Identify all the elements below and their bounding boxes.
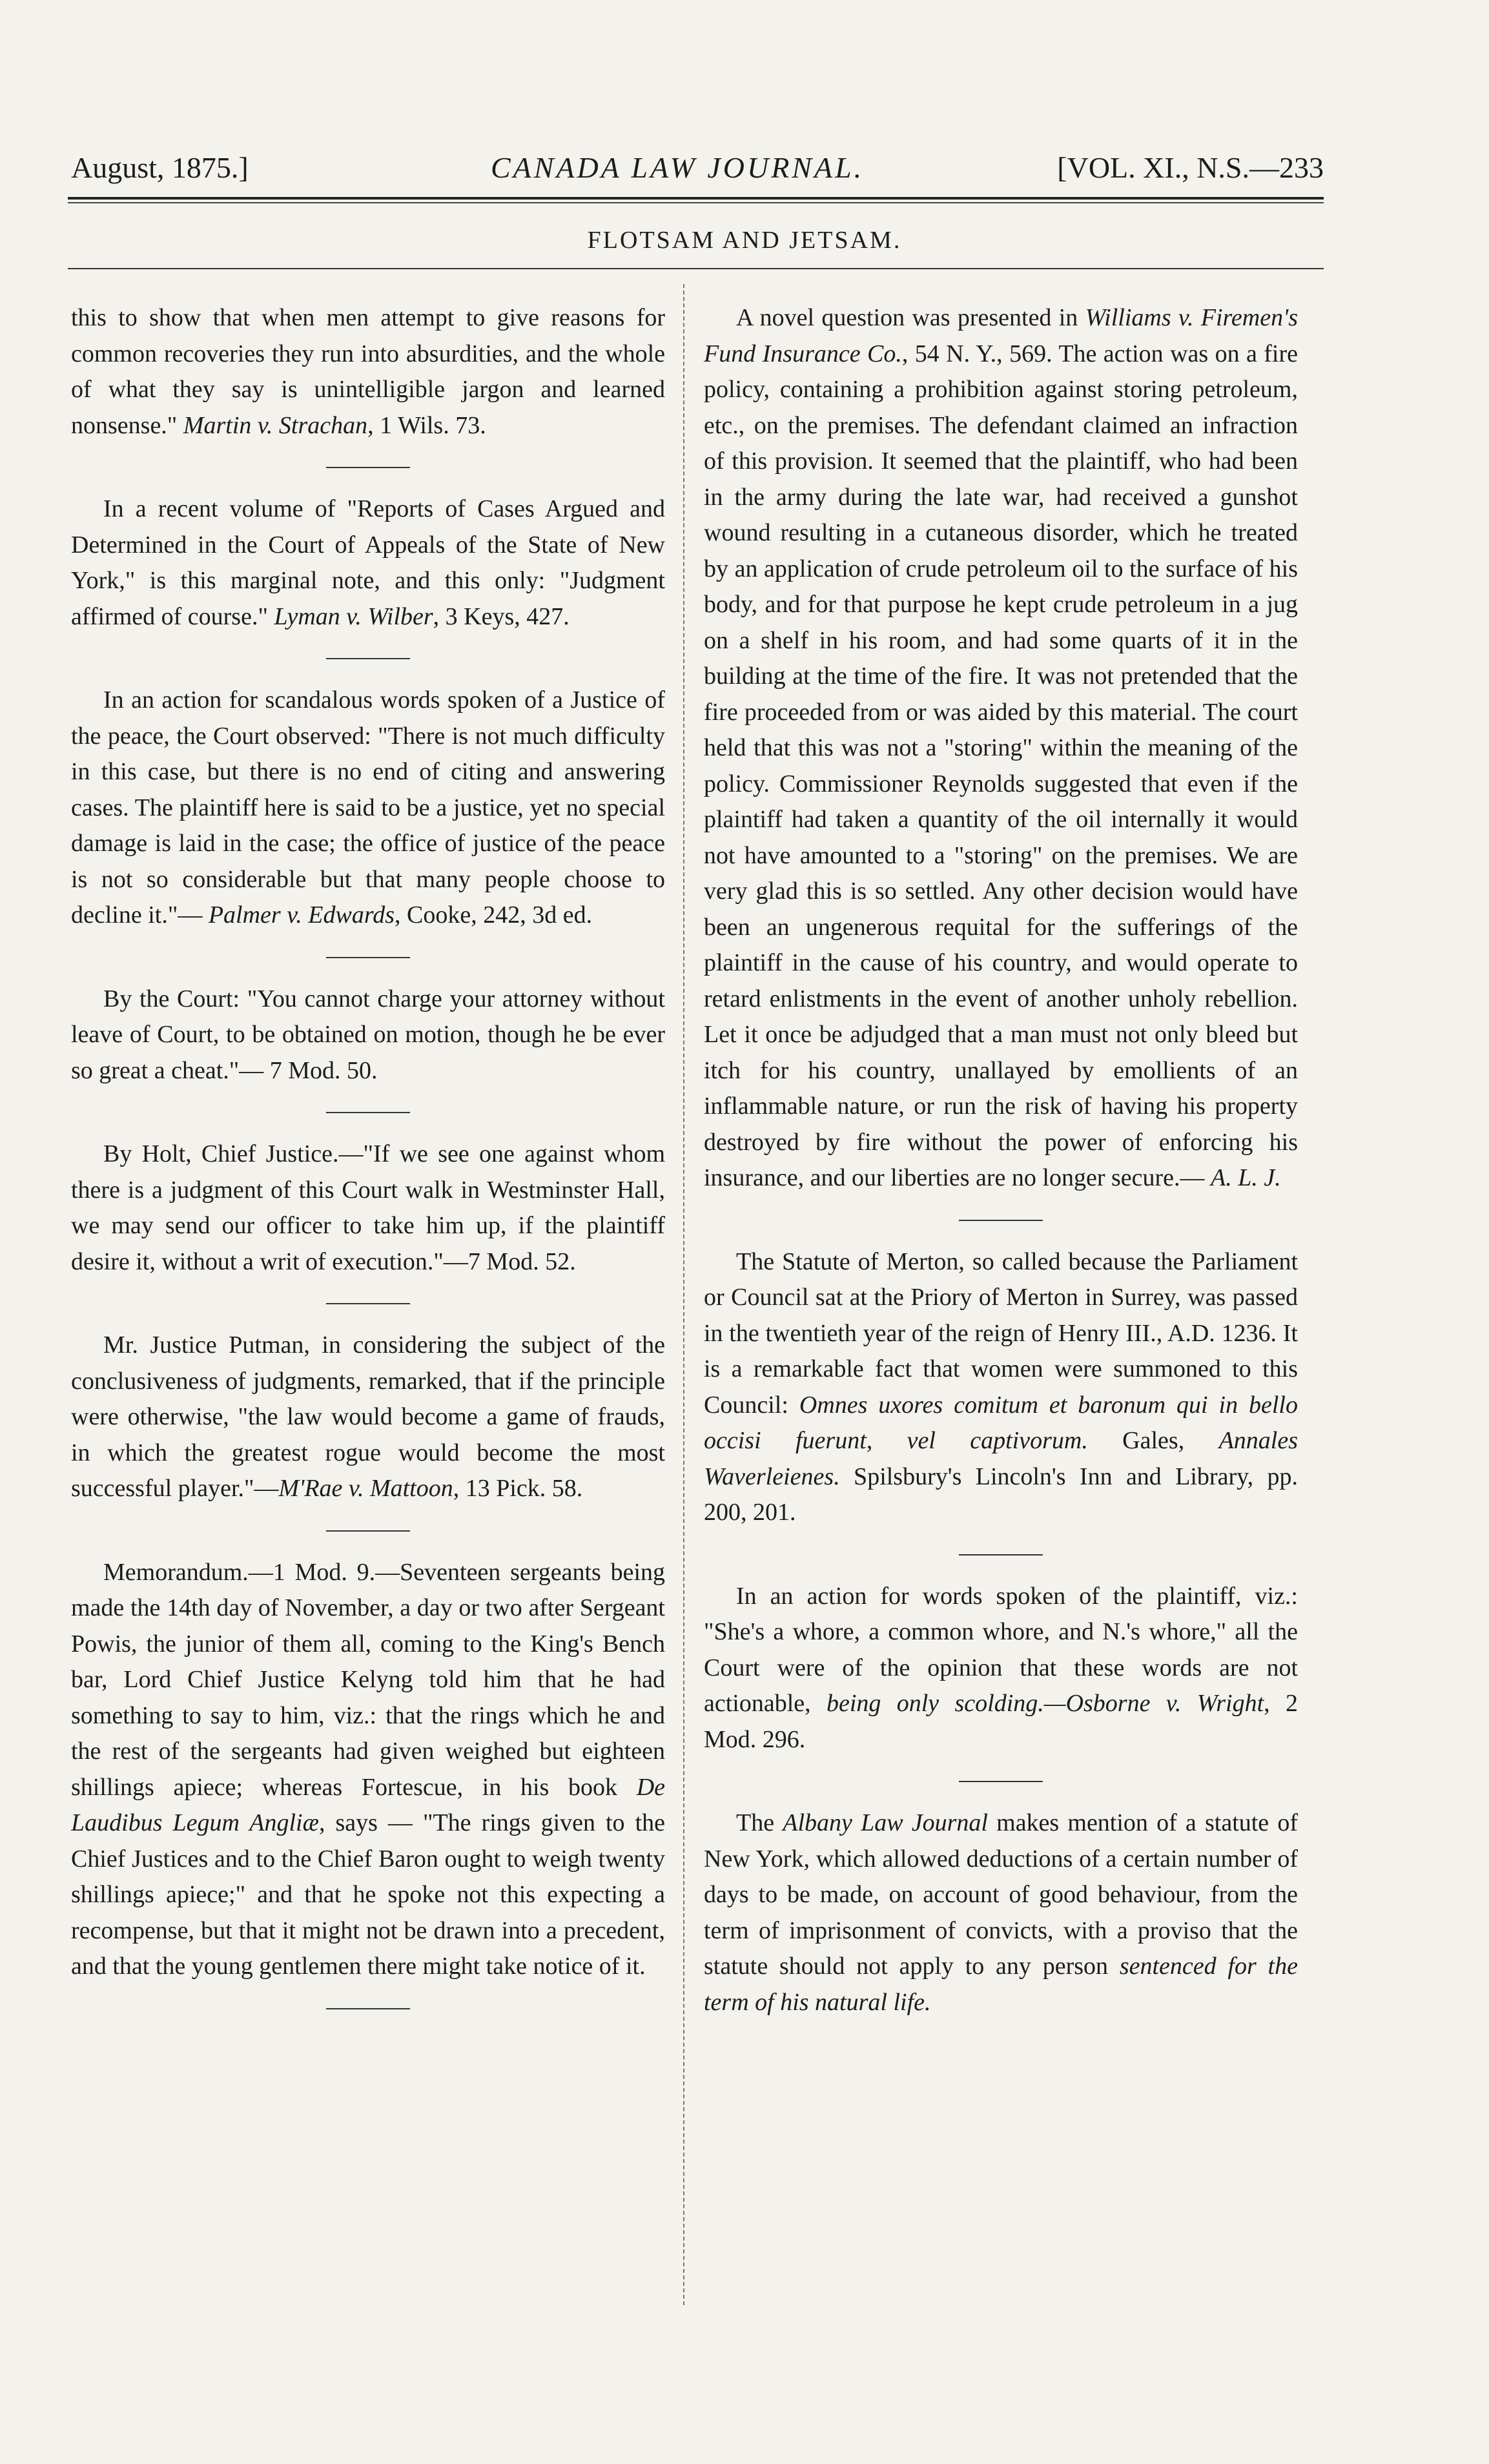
paragraph-words-spoken: In an action for words spoken of the plaintiff, viz.: "She's a whore, a common whore, and N.'s whore," all the Court were of the opinion that these words are not actionable, being only scolding.—Osborne v. Wright, 2 Mod. 296. (704, 1582, 1298, 1753)
running-header (71, 139, 1324, 190)
section-title: FLOTSAM AND JETSAM. (587, 227, 902, 254)
header-volume-page: [VOL. XI., N.S.—233 (1057, 151, 1324, 184)
paragraph-separator (326, 467, 410, 468)
paragraph-separator (326, 1112, 410, 1113)
paragraph-separator (326, 658, 410, 659)
paragraph-statute-merton: The Statute of Merton, so called because the Parliament or Council sat at the Priory of Merton in Surrey, was passed in the twentieth year of the reign of Henry III., A.D. 1236. It is a remarkable fact that women were summoned to this Council: Omnes uxores comitum et baronum qui in bello occisi fuerunt, vel captivorum. Gales, Annales Waverleienes. Spilsbury's Lincoln's Inn and Library, pp. 200, 201. (704, 1247, 1298, 1526)
paragraph-albany-law: The Albany Law Journal makes mention of a statute of New York, which allowed deductions of a certain number of days to be made, on account of good behaviour, from the term of imprisonment of convicts, with a proviso that the statute should not apply to any person sentenced for the term of his natural life. (704, 1809, 1299, 2016)
paragraph-holt: By Holt, Chief Justice.—"If we see one against whom there is a judgment of this Court walk in Westminster Hall, we may send our officer to take him up, if the plaintiff desire it, without a writ of execution."—7 Mod. 52. (71, 1140, 665, 1275)
header-rule-thick (68, 197, 1324, 200)
header-date: August, 1875.] (71, 151, 249, 184)
paragraph-putman: Mr. Justice Putman, in considering the subject of the conclusiveness of judgments, remarked, that if the principle were otherwise, "the law would become a game of frauds, in which the greatest rogue would become the most successful player."—M'Rae v. Mattoon, 13 Pick. 58. (71, 1331, 665, 1502)
paragraph-attorney: By the Court: "You cannot charge your attorney without leave of Court, to be obtained on motion, though he be ever so great a cheat."— 7 Mod. 50. (71, 985, 665, 1084)
paragraph-petroleum: A novel question was presented in Williams v. Firemen's Fund Insurance Co., 54 N. Y., 569. The action was on a fire policy, containing a prohibition against storing petroleum, etc., on the premises. The defendant claimed an infraction of this provision. It seemed that the plaintiff, who had been in the army during the late war, had received a gunshot wound resulting in a cutaneous disorder, which he treated by an application of crude petroleum oil to the surface of his body, and for that purpose he kept crude petroleum in a jug on a shelf in his room, and had some quarts of it in the building at the time of the fire. It was not pretended that the fire proceeded from or was aided by this material. The court held that this was not a "storing" within the meaning of the policy. Commissioner Reynolds suggested that even if the plaintiff had taken a quantity of the oil internally it would not have amounted to a "storing" on the premises. We are very glad this is so settled. Any other decision would have been an ungenerous requital for the sufferings of the plaintiff in the cause of his country, and would operate to retard enlistments in the event of another unholy rebellion. Let it once be adjudged that a man must not only bleed but itch for his country, unallayed by emollients of an inflammable nature, or run the risk of having his property destroyed by fire without the power of enforcing his insurance, and our liberties are no longer secure.— A. L. J. (704, 304, 1298, 1191)
paragraph-separator (959, 1781, 1043, 1782)
column-divider (683, 284, 684, 2305)
paragraph-separator (959, 1554, 1043, 1555)
paragraph-separator (326, 1303, 410, 1304)
section-title-rule (68, 268, 1324, 269)
header-journal-title: CANADA LAW JOURNAL. (491, 151, 865, 184)
paragraph-marginal-note: In a recent volume of "Reports of Cases Argued and Determined in the Court of Appeals of the State of New York," is this marginal note, and this only: "Judgment affirmed of course." Lyman v. Wilber, 3 Keys, 427. (71, 495, 665, 630)
paragraph-scandalous-words: In an action for scandalous words spoken of a Justice of the peace, the Court observed: "There is not much difficulty in this case, but there is no end of citing and answering cases. The plaintiff here is said to be a justice, yet no special damage is laid in the case; the office of justice of the peace is not so considerable but that many people choose to decline it."— Palmer v. Edwards, Cooke, 242, 3d ed. (71, 686, 665, 929)
right-column (704, 300, 1298, 2044)
header-rule-thin (68, 202, 1324, 203)
paragraph-recoveries: this to show that when men attempt to give reasons for common recoveries they run into absurdities, and the whole of what they say is unintelligible jargon and learned nonsense." Martin v. Strachan, 1 Wils. 73. (71, 304, 665, 439)
paragraph-memorandum: Memorandum.—1 Mod. 9.—Seventeen sergeants being made the 14th day of November, a day or two after Sergeant Powis, the junior of them all, coming to the King's Bench bar, Lord Chief Justice Kelyng told him that he had something to say to him, viz.: that the rings which he and the rest of the sergeants had given weighed but eighteen shillings apiece; whereas Fortescue, in his book De Laudibus Legum Angliæ, says — "The rings given to the Chief Justices and to the Chief Baron ought to weigh twenty shillings apiece;" and that he spoke not this expecting a recompense, but that it might not be drawn into a precedent, and that the young gentlemen there might take notice of it. (71, 1558, 665, 1980)
paragraph-separator (959, 1220, 1043, 1221)
left-column (71, 300, 665, 2033)
paragraph-separator (326, 2008, 410, 2009)
paragraph-separator (326, 1530, 410, 1532)
paragraph-separator (326, 957, 410, 958)
